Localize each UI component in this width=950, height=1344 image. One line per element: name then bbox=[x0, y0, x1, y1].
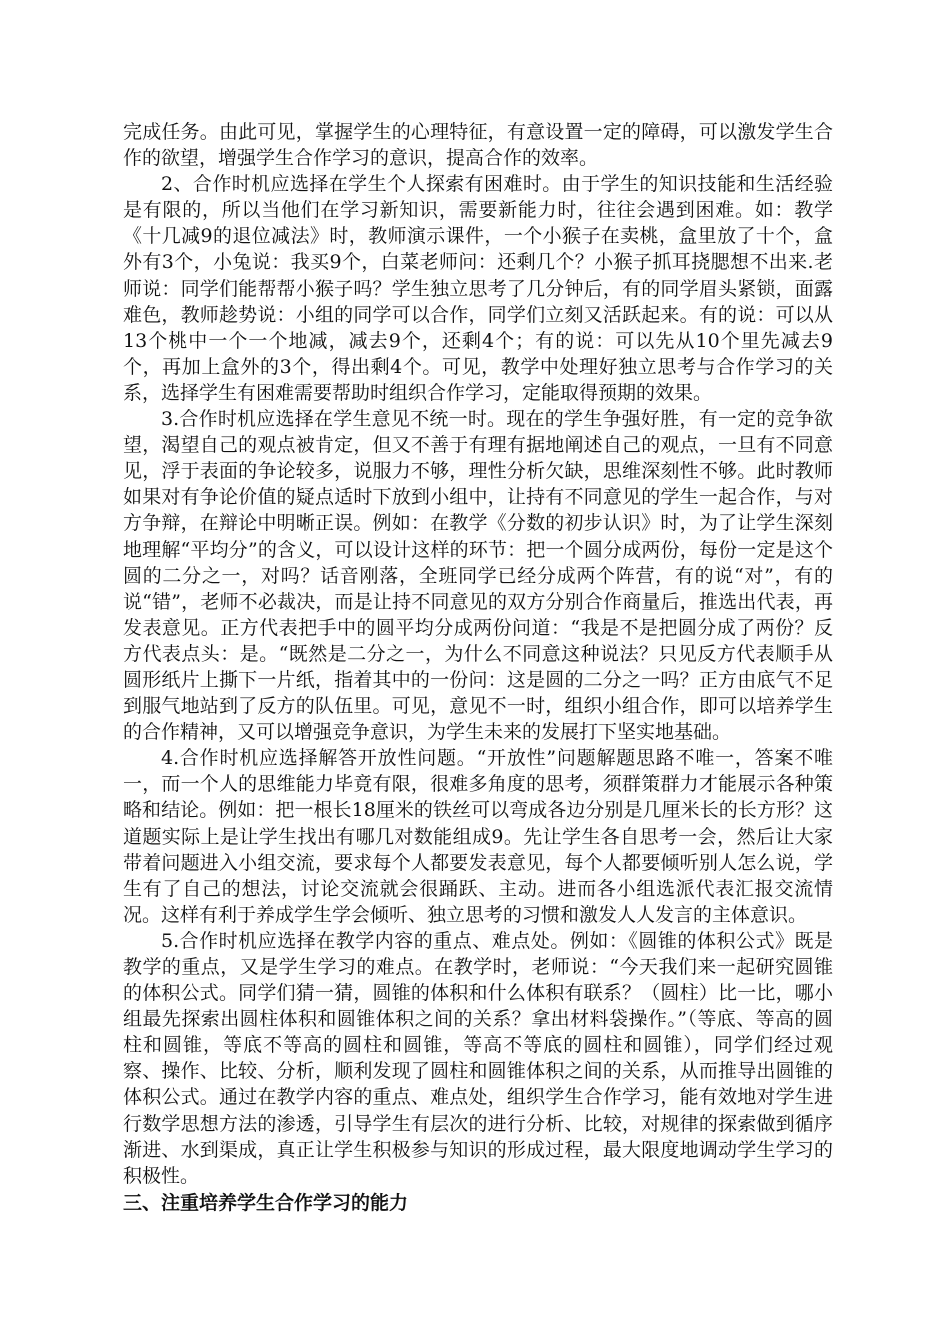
paragraph-point-4: 4.合作时机应选择解答开放性问题。“开放性”问题解题思路不唯一，答案不唯一，而一个人的思维能力毕竟有限，很难多角度的思考，须群策群力才能展示各种策略和结论。例如：把一根长18厘米的铁丝可以弯成各边分别是几厘米长的长方形？这道题实际上是让学生找出有哪几对数能组成9。先让学生各自思考一会，然后让大家带着问题进入小组交流，要求每个人都要发表意见，每个人都要倾听别人怎么说，学生有了自己的想法，讨论交流就会很踊跃、主动。进而各小组选派代表汇报交流情况。这样有利于养成学生学会倾听、独立思考的习惯和激发人人发言的主体意识。 bbox=[123, 747, 833, 926]
paragraph-point-5: 5.合作时机应选择在教学内容的重点、难点处。例如：《圆锥的体积公式》既是教学的重点，又是学生学习的难点。在教学时，老师说：“今天我们来一起研究圆锥的体积公式。同学们猜一猜，圆锥的体积和什么体积有联系？（圆柱）比一比，哪小组最先探索出圆柱体积和圆锥体积之间的关系？拿出材料袋操作。”（等底、等高的圆柱和圆锥，等底不等高的圆柱和圆锥，等高不等底的圆柱和圆锥），同学们经过观察、操作、比较、分析，顺利发现了圆柱和圆锥体积之间的关系，从而推导出圆锥的体积公式。通过在教学内容的重点、难点处，组织学生合作学习，能有效地对学生进行数学思想方法的渗透，引导学生有层次的进行分析、比较，对规律的探索做到循序渐进、水到渠成，真正让学生积极参与知识的形成过程，最大限度地调动学生学习的积极性。 bbox=[123, 929, 833, 1187]
section-heading: 三、注重培养学生合作学习的能力 bbox=[123, 1191, 409, 1214]
paragraph-point-3: 3.合作时机应选择在学生意见不统一时。现在的学生争强好胜，有一定的竞争欲望，渴望自己的观点被肯定，但又不善于有理有据地阐述自己的观点，一旦有不同意见，浮于表面的争论较多，说服力不够，理性分析欠缺，思维深刻性不够。此时教师如果对有争论价值的疑点适时下放到小组中，让持有不同意见的学生一起合作，与对方争辩，在辩论中明晰正误。例如：在教学《分数的初步认识》时，为了让学生深刻地理解“平均分”的含义，可以设计这样的环节：把一个圆分成两份，每份一定是这个圆的二分之一，对吗？话音刚落，全班同学已经分成两个阵营，有的说“对”，有的说“错”，老师不必裁决，而是让持不同意见的双方分别合作商量后，推选出代表，再发表意见。正方代表把手中的圆平均分成两份问道：“我是不是把圆分成了两份？反方代表点头：是。“既然是二分之一，为什么不同意这种说法？只见反方代表顺手从圆形纸片上撕下一片纸，指着其中的一份问：这是圆的二分之一吗？正方由底气不足到服气地站到了反方的队伍里。可见，意见不一时，组织小组合作，即可以培养学生的合作精神，又可以增强竞争意识，为学生未来的发展打下坚实地基础。 bbox=[123, 408, 833, 744]
paragraph-point-2: 2、合作时机应选择在学生个人探索有困难时。由于学生的知识技能和生活经验是有限的，所以当他们在学习新知识，需要新能力时，往往会遇到困难。如：教学《十几减9的退位减法》时，教师演示课件，一个小猴子在卖桃，盒里放了十个，盒外有3个，小兔说：我买9个，白菜老师问：还剩几个？小猴子抓耳挠腮想不出来.老师说：同学们能帮帮小猴子吗？学生独立思考了几分钟后，有的同学眉头紧锁，面露难色，教师趁势说：小组的同学可以合作，同学们立刻又活跃起来。有的说：可以从13个桃中一个一个地减，减去9个，还剩4个；有的说：可以先从10个里先减去9个，再加上盒外的3个，得出剩4个。可见，教学中处理好独立思考与合作学习的关系，选择学生有困难需要帮助时组织合作学习，定能取得预期的效果。 bbox=[123, 173, 833, 404]
paragraph-continuation: 完成任务。由此可见，掌握学生的心理特征，有意设置一定的障碍，可以激发学生合作的欲望，增强学生合作学习的意识，提高合作的效率。 bbox=[123, 121, 833, 170]
document-body bbox=[123, 119, 833, 1217]
